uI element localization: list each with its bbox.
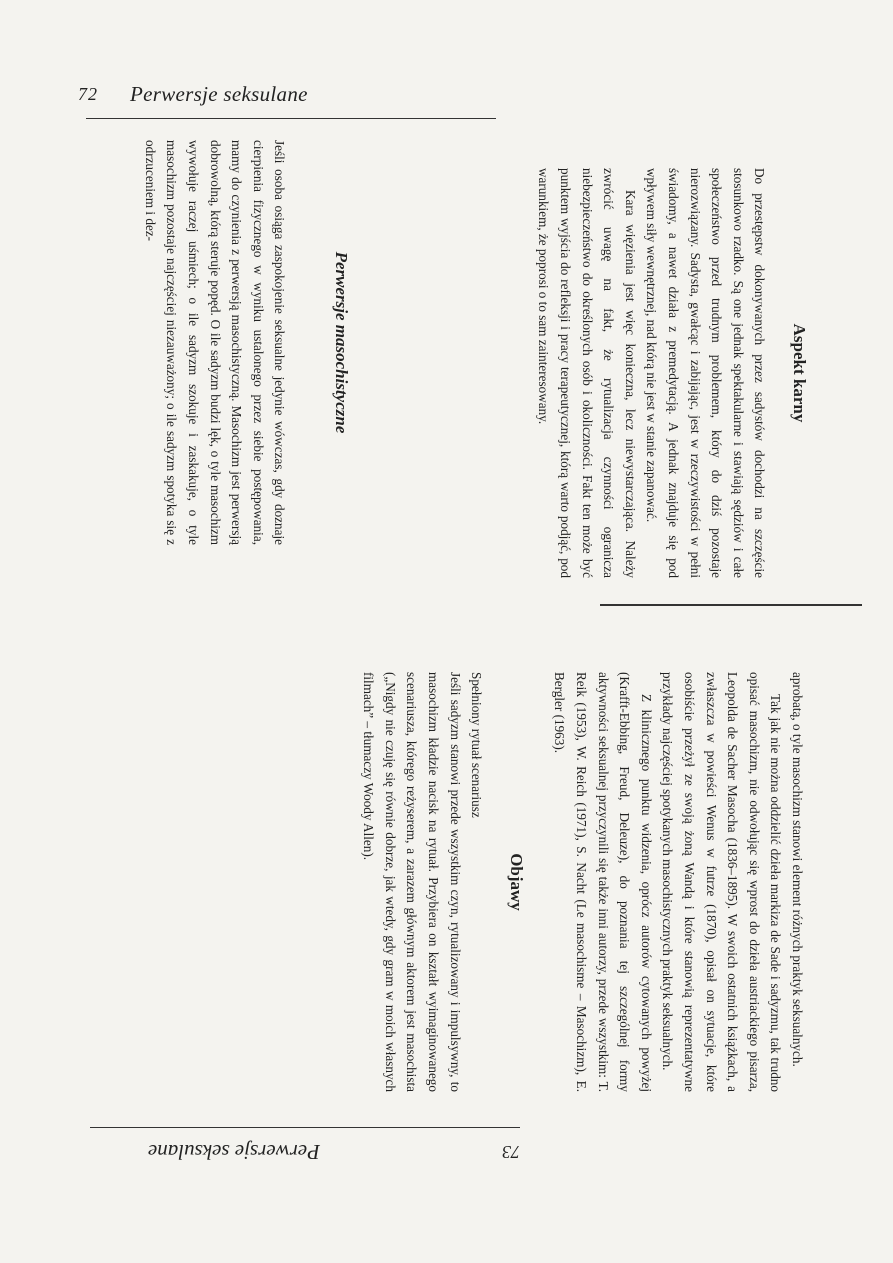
header-rule-bottom bbox=[90, 1127, 520, 1128]
page-footer-73 bbox=[70, 1130, 520, 1170]
paragraph: Jeśli osoba osiąga zaspokojenie seksualne jedynie wówczas, gdy doznaje cierpienia fizycznego w wyniku ustalonego przez siebie postępowania, mamy do czynienia z perwersją masochistyczną. Masochizm jest perwersją dobrowolną, którą steruje popęd. O ile sadyzm budzi lęk, o tyle masochizm wywołuje raczej uśmiech; o ile sadyzm szokuje i zaskakuje, o tyle masochizm pozostaje najczęściej niezauważony; o ile sadyzm spotyka się z odrzuceniem i dez- bbox=[142, 140, 288, 545]
section-heading-perwersje-masochistyczne: Perwersje masochistyczne bbox=[332, 251, 351, 434]
running-title-top: Perwersje seksulane bbox=[130, 82, 308, 106]
page-number-bottom: 73 bbox=[502, 1142, 520, 1162]
paragraph: aprobatą, o tyle masochizm stanowi element różnych praktyk seksualnych. bbox=[790, 672, 805, 1067]
section-heading-aspekt-karny: Aspekt karny bbox=[790, 323, 809, 423]
header-rule-top bbox=[86, 118, 496, 119]
paragraph: Jeśli sadyzm stanowi przede wszystkim czyn, rytualizowany i impulsywny, to masochizm kładzie nacisk na rytuał. Przybiera on kształt wyimaginowanego scenariusza, którego reżyserem, a zarazem głównym aktorem jest masochista („Nigdy nie czuję się równie dobrze, jak wtedy, gdy gram w moich własnych filmach” – tłumaczy Woody Allen). bbox=[361, 672, 463, 1092]
paragraph: Kara więzienia jest więc konieczna, lecz niewystarczająca. Należy zwrócić uwagę na fakt, że rytualizacja czynności ogranicza niebezpieczeństwo do określonych osób i okoliczności. Fakt ten może być punktem wyjścia do refleksji i pracy terapeutycznej, którą warto podjąć, pod warunkiem, że poprosi o to sam zainteresowany. bbox=[536, 168, 638, 578]
paragraph: Z klinicznego punktu widzenia, oprócz autorów cytowanych powyżej (Krafft-Ebbing, Freud, Deleuze), do poznania tej szczególnej formy aktywności seksualnej przyczynili się także inni autorzy, przede wszystkim: T. Reik (1953), W. Reich (1971), S. Nacht (Le masochisme – Masochizm), E. Bergler (1963). bbox=[552, 672, 654, 1092]
running-title-bottom: Perwersje seksulane bbox=[147, 1140, 320, 1164]
paragraph: Tak jak nie można oddzielić dzieła markiza de Sade i sadyzmu, tak trudno opisać masochizm, nie odwołując się wprost do dzieła austriackiego pisarza, Leopolda de Sacher Masocha (1836–1895). W swoich ostatnich książkach, a zwłaszcza w powieści Wenus w futrze (1870), opisał on sytuacje, które osobiście przeżył ze swoją żoną Wandą i które stanowią reprezentatywne przykłady najczęściej spotykanych masochistycznych praktyk seksualnych. bbox=[660, 672, 784, 1092]
page-number-top: 72 bbox=[78, 84, 98, 104]
column-page-73 bbox=[358, 672, 808, 1092]
paragraph: Do przestępstw dokonywanych przez sadystów dochodzi na szczęście stosunkowo rzadko. Są one jednak spektakularne i stawiają sędziów i całe społeczeństwo przed trudnym problemem, który do dziś pozostaje nierozwiązany. Sadysta, gwałcąc i zabijając, jest w rzeczywistości w pełni świadomy, a nawet działa z premedytacją. A jednak znajduje się pod wpływem siły wewnętrznej, nad którą nie jest w stanie zapanować. bbox=[644, 168, 768, 578]
page-divider bbox=[600, 604, 862, 606]
section-heading-objawy: Objawy bbox=[506, 853, 526, 911]
column-perwersje-masochistyczne bbox=[139, 140, 352, 545]
column-aspekt-karny bbox=[533, 168, 810, 578]
subheading: Spełniony rytuał scenariusz bbox=[469, 672, 485, 818]
